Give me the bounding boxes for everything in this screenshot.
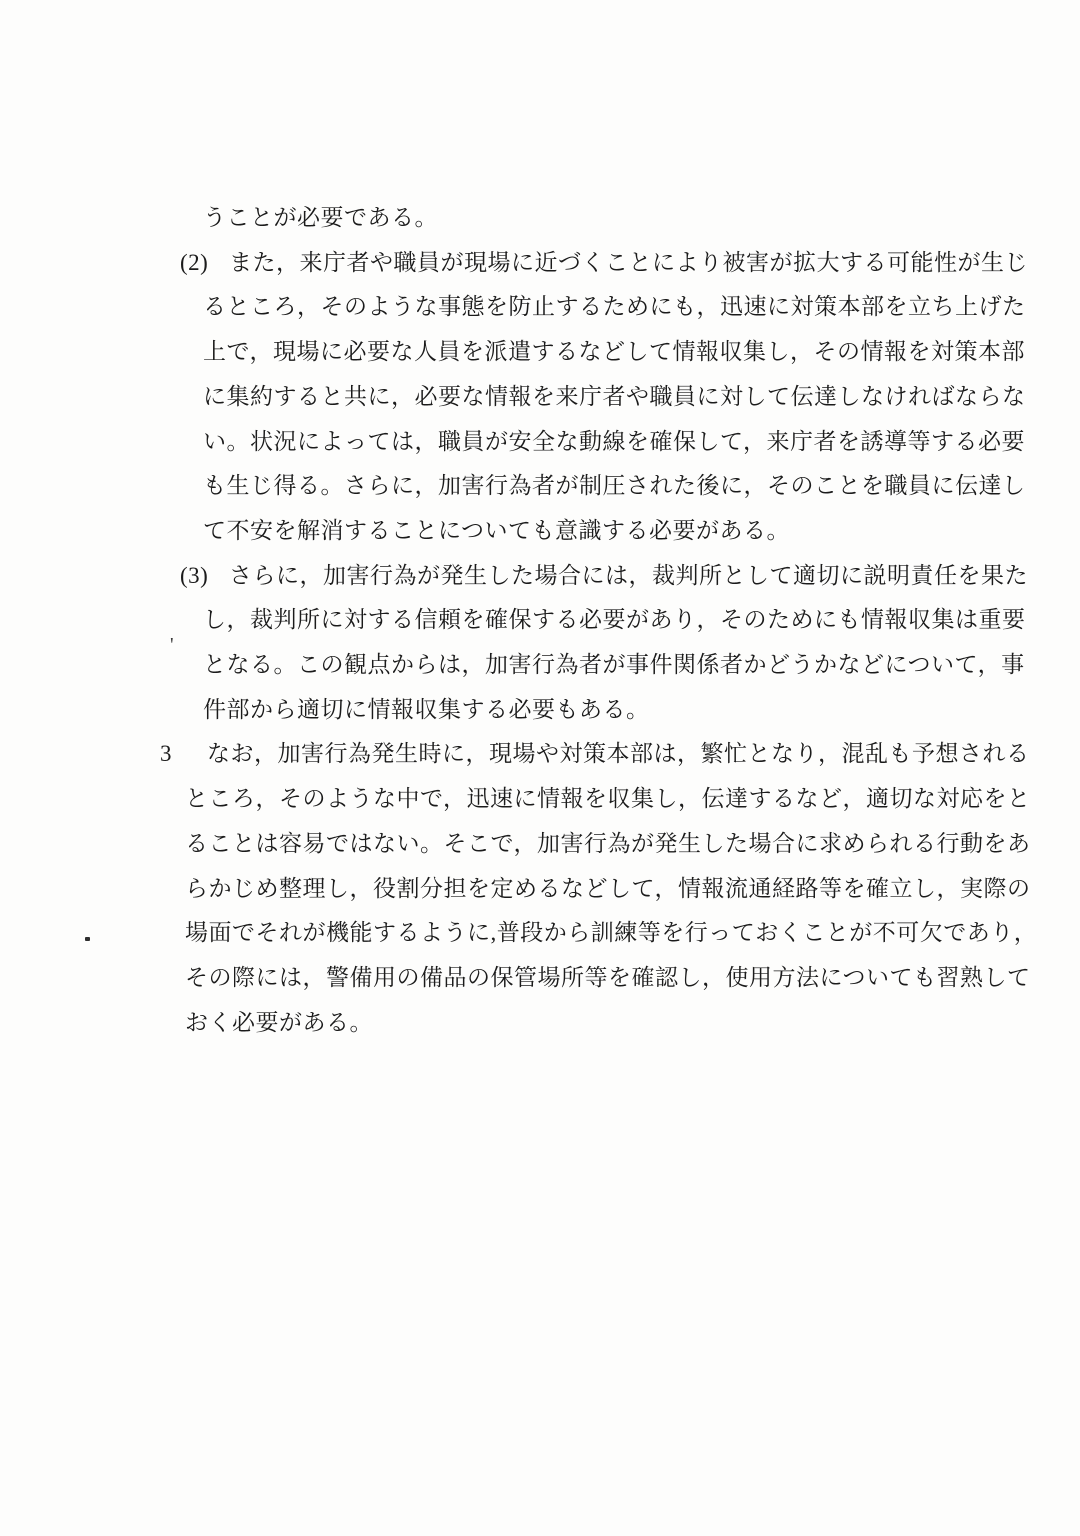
text-line-content: ところ，そのような中で，迅速に情報を収集し，伝達するなど，適切な対応をと	[185, 786, 1031, 812]
text-line	[203, 420, 1025, 465]
text-line-content: 場面でそれが機能するように,普段から訓練等を行っておくことが不可欠であり，	[185, 920, 1038, 946]
scan-artifact: '	[170, 634, 174, 656]
text-line	[185, 822, 1031, 867]
text-line	[185, 777, 1031, 822]
text-line-content: その際には，警備用の備品の保管場所等を確認し，使用方法についても習熟して	[185, 964, 1031, 990]
text-line-content: さらに，加害行為が発生した場合には，裁判所として適切に説明責任を果た	[229, 562, 1028, 588]
text-line	[185, 1001, 373, 1046]
text-line	[203, 375, 1026, 420]
item-label: (3)	[180, 562, 209, 588]
text-line-content: となる。この観点からは，加害行為者が事件関係者かどうかなどについて，事	[203, 652, 1025, 677]
text-line	[203, 598, 1026, 643]
text-line-content: らかじめ整理し，役割分担を定めるなどして，情報流通経路等を確立し，実際の	[185, 875, 1031, 901]
text-line-content: 件部から適切に情報収集する必要もある。	[203, 696, 650, 722]
text-line-content: て不安を解消することについても意識する必要がある。	[203, 517, 791, 543]
item-label: 3	[160, 741, 172, 767]
text-line-content: 上で，現場に必要な人員を派遣するなどして情報収集し，その情報を対策本部	[203, 339, 1026, 365]
text-line-content: も生じ得る。さらに，加害行為者が制圧された後に，そのことを職員に伝達し	[203, 473, 1026, 499]
text-line-content: うことが必要である。	[203, 205, 438, 230]
text-line-content: い。状況によっては，職員が安全な動線を確保して，来庁者を誘導等する必要	[203, 428, 1026, 454]
text-line-content: ることは容易ではない。そこで，加害行為が発生した場合に求められる行動をあ	[185, 830, 1031, 856]
text-line-content: おく必要がある。	[185, 1009, 373, 1035]
text-line	[203, 509, 790, 554]
text-line-content: し，裁判所に対する信頼を確保する必要があり，そのためにも情報収集は重要	[203, 607, 1026, 633]
scan-artifact	[85, 937, 90, 941]
text-line	[185, 867, 1031, 912]
text-line	[185, 911, 1037, 956]
text-line	[160, 732, 1030, 777]
text-line	[203, 330, 1025, 375]
text-line	[203, 464, 1026, 509]
text-line	[203, 643, 1025, 688]
text-line-content: るところ，そのような事態を防止するためにも，迅速に対策本部を立ち上げた	[203, 294, 1026, 320]
text-line	[203, 196, 438, 241]
text-line	[185, 956, 1031, 1001]
text-line-content: なお，加害行為発生時に，現場や対策本部は，繁忙となり，混乱も予想される	[207, 741, 1030, 767]
text-line-content: に集約すると共に，必要な情報を来庁者や職員に対して伝達しなければならな	[203, 383, 1026, 409]
text-line	[180, 554, 1028, 599]
text-line	[203, 285, 1026, 330]
text-line	[203, 688, 650, 733]
text-line-content: また，来庁者や職員が現場に近づくことにより被害が拡大する可能性が生じ	[229, 249, 1028, 275]
item-label: (2)	[180, 249, 209, 275]
text-line	[180, 241, 1028, 286]
